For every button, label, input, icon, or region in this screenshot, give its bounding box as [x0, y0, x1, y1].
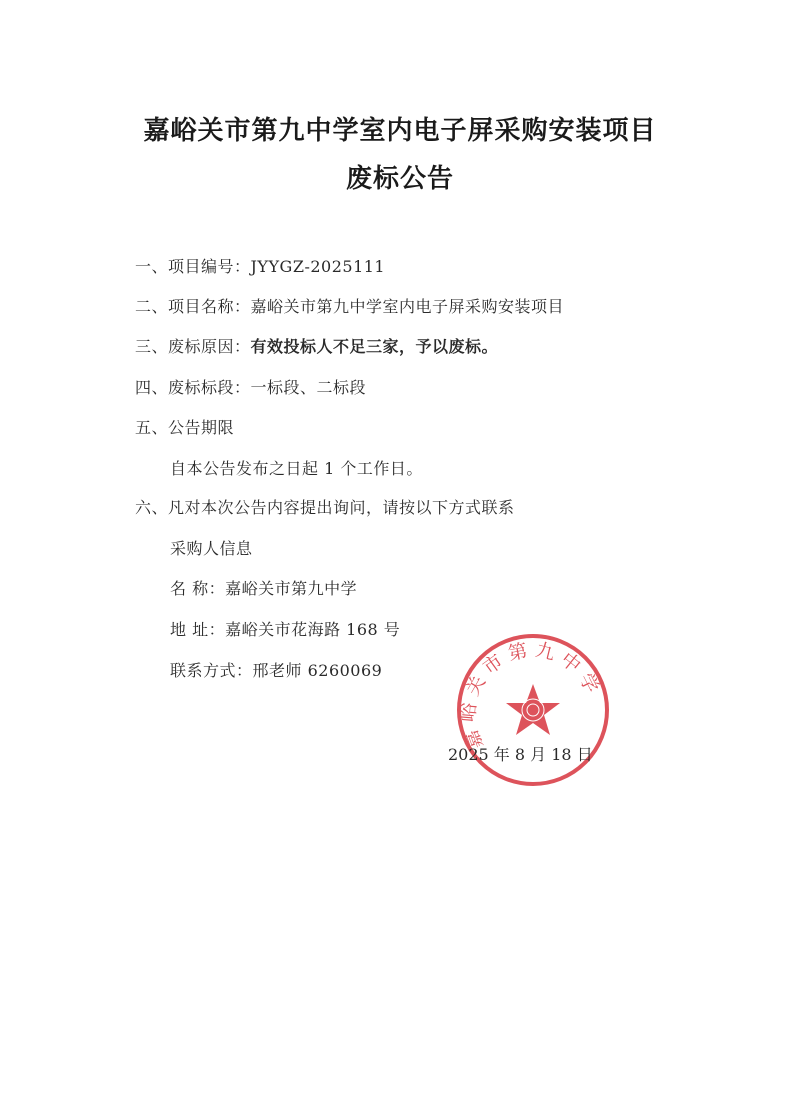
reason-label: 三、废标原因：	[135, 337, 251, 356]
purchaser-heading: 采购人信息	[170, 539, 253, 558]
signature-date: 2025 年 8 月 18 日	[448, 745, 593, 764]
seal-text: 嘉峪关市第九中学	[457, 638, 606, 753]
abandonment-reason	[135, 337, 498, 357]
purchaser-contact: 联系方式：邢老师 6260069	[170, 661, 383, 680]
project-name: 二、项目名称：嘉峪关市第九中学室内电子屏采购安装项目	[135, 297, 565, 316]
purchaser-name: 名 称：嘉峪关市第九中学	[170, 579, 358, 598]
reason-value: 有效投标人不足三家，予以废标。	[250, 337, 499, 356]
period-heading: 五、公告期限	[135, 418, 235, 437]
abandoned-lots: 四、废标标段：一标段、二标段	[135, 378, 367, 397]
document-title: 嘉峪关市第九中学室内电子屏采购安装项目	[143, 116, 657, 146]
period-text: 自本公告发布之日起 1 个工作日。	[170, 459, 423, 478]
seal-star-icon	[506, 684, 560, 735]
purchaser-address: 地 址：嘉峪关市花海路 168 号	[170, 620, 401, 639]
inquiry-heading: 六、凡对本次公告内容提出询问，请按以下方式联系	[135, 498, 515, 517]
document-subtitle: 废标公告	[345, 164, 454, 194]
project-number: 一、项目编号：JYYGZ-2025111	[135, 257, 386, 276]
